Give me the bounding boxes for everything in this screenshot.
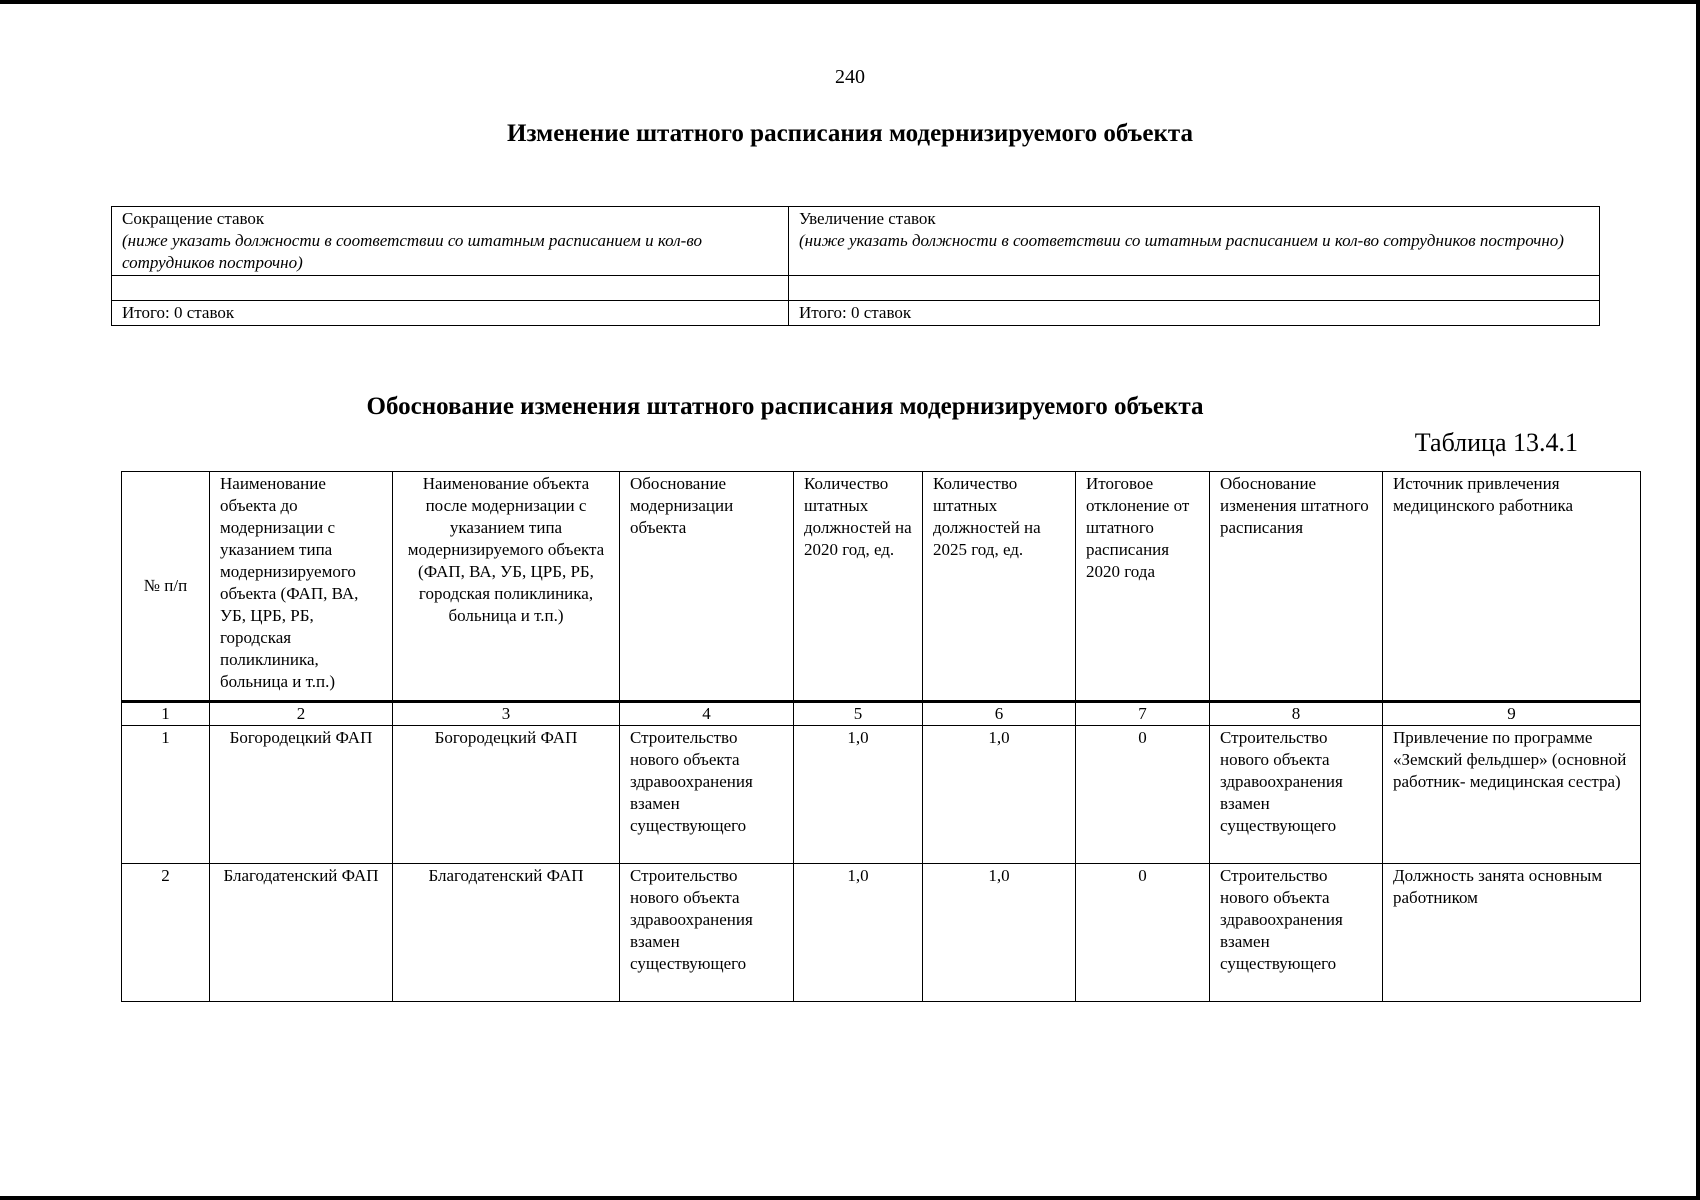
row-deviation: 0 xyxy=(1076,726,1210,864)
reduction-total: Итого: 0 ставок xyxy=(112,301,789,326)
header-after: Наименование объекта после модернизации с указанием типа модернизируемого объекта (ФАП, ВА, УБ, ЦРБ, РБ, городская поликлиника, больница и т.п.) xyxy=(393,472,620,702)
row-num: 1 xyxy=(122,726,210,864)
column-number: 6 xyxy=(923,702,1076,726)
column-number: 3 xyxy=(393,702,620,726)
reduction-label: Сокращение ставок xyxy=(122,209,265,228)
reduction-header-cell xyxy=(112,207,789,276)
row-change-reason: Строительство нового объекта здравоохранения взамен существующего xyxy=(1210,864,1383,1002)
staff-change-table xyxy=(111,206,1600,326)
staff-change-empty-row xyxy=(112,276,1600,301)
staff-change-title: Изменение штатного расписания модернизируемого объекта xyxy=(507,120,1193,147)
row-count-2025: 1,0 xyxy=(923,864,1076,1002)
scan-edge-right xyxy=(1696,0,1700,1200)
row-deviation: 0 xyxy=(1076,864,1210,1002)
scan-edge-top xyxy=(0,0,1700,4)
header-num: № п/п xyxy=(122,472,210,702)
justification-title: Обоснование изменения штатного расписания модернизируемого объекта xyxy=(366,393,1204,420)
header-count-2020: Количество штатных должностей на 2020 год, ед. xyxy=(794,472,923,702)
column-number: 1 xyxy=(122,702,210,726)
justification-table xyxy=(121,471,1641,1002)
increase-hint: (ниже указать должности в соответствии со штатным расписанием и кол-во сотрудников построчно) xyxy=(799,231,1564,250)
increase-empty-cell xyxy=(789,276,1600,301)
header-reason: Обоснование модернизации объекта xyxy=(620,472,794,702)
header-source: Источник привлечения медицинского работника xyxy=(1383,472,1641,702)
row-before: Богородецкий ФАП xyxy=(210,726,393,864)
column-number: 2 xyxy=(210,702,393,726)
row-reason: Строительство нового объекта здравоохранения взамен существующего xyxy=(620,726,794,864)
reduction-empty-cell xyxy=(112,276,789,301)
table-row xyxy=(122,726,1641,864)
header-before: Наименование объекта до модернизации с указанием типа модернизируемого объекта (ФАП, ВА, УБ, ЦРБ, РБ, городская поликлиника, больница и т.п.) xyxy=(210,472,393,702)
page-number: 240 xyxy=(835,66,865,88)
header-count-2025: Количество штатных должностей на 2025 год, ед. xyxy=(923,472,1076,702)
justification-header-row xyxy=(122,472,1641,702)
row-count-2020: 1,0 xyxy=(794,726,923,864)
increase-total: Итого: 0 ставок xyxy=(789,301,1600,326)
column-number: 4 xyxy=(620,702,794,726)
table-label: Таблица 13.4.1 xyxy=(1414,428,1578,457)
row-before: Благодатенский ФАП xyxy=(210,864,393,1002)
reduction-hint: (ниже указать должности в соответствии со штатным расписанием и кол-во сотрудников построчно) xyxy=(122,231,702,272)
row-count-2025: 1,0 xyxy=(923,726,1076,864)
row-source: Должность занята основным работником xyxy=(1383,864,1641,1002)
table-row xyxy=(122,864,1641,1002)
column-number: 8 xyxy=(1210,702,1383,726)
row-reason: Строительство нового объекта здравоохранения взамен существующего xyxy=(620,864,794,1002)
header-change-reason: Обоснование изменения штатного расписания xyxy=(1210,472,1383,702)
row-num: 2 xyxy=(122,864,210,1002)
row-after: Благодатенский ФАП xyxy=(393,864,620,1002)
increase-header-cell xyxy=(789,207,1600,276)
column-numbers-row xyxy=(122,702,1641,726)
row-source: Привлечение по программе «Земский фельдшер» (основной работник- медицинская сестра) xyxy=(1383,726,1641,864)
row-after: Богородецкий ФАП xyxy=(393,726,620,864)
header-deviation: Итоговое отклонение от штатного расписания 2020 года xyxy=(1076,472,1210,702)
column-number: 9 xyxy=(1383,702,1641,726)
row-change-reason: Строительство нового объекта здравоохранения взамен существующего xyxy=(1210,726,1383,864)
row-count-2020: 1,0 xyxy=(794,864,923,1002)
staff-change-total-row xyxy=(112,301,1600,326)
column-number: 7 xyxy=(1076,702,1210,726)
scan-edge-bottom xyxy=(0,1196,1700,1200)
staff-change-header-row xyxy=(112,207,1600,276)
column-number: 5 xyxy=(794,702,923,726)
increase-label: Увеличение ставок xyxy=(799,209,936,228)
